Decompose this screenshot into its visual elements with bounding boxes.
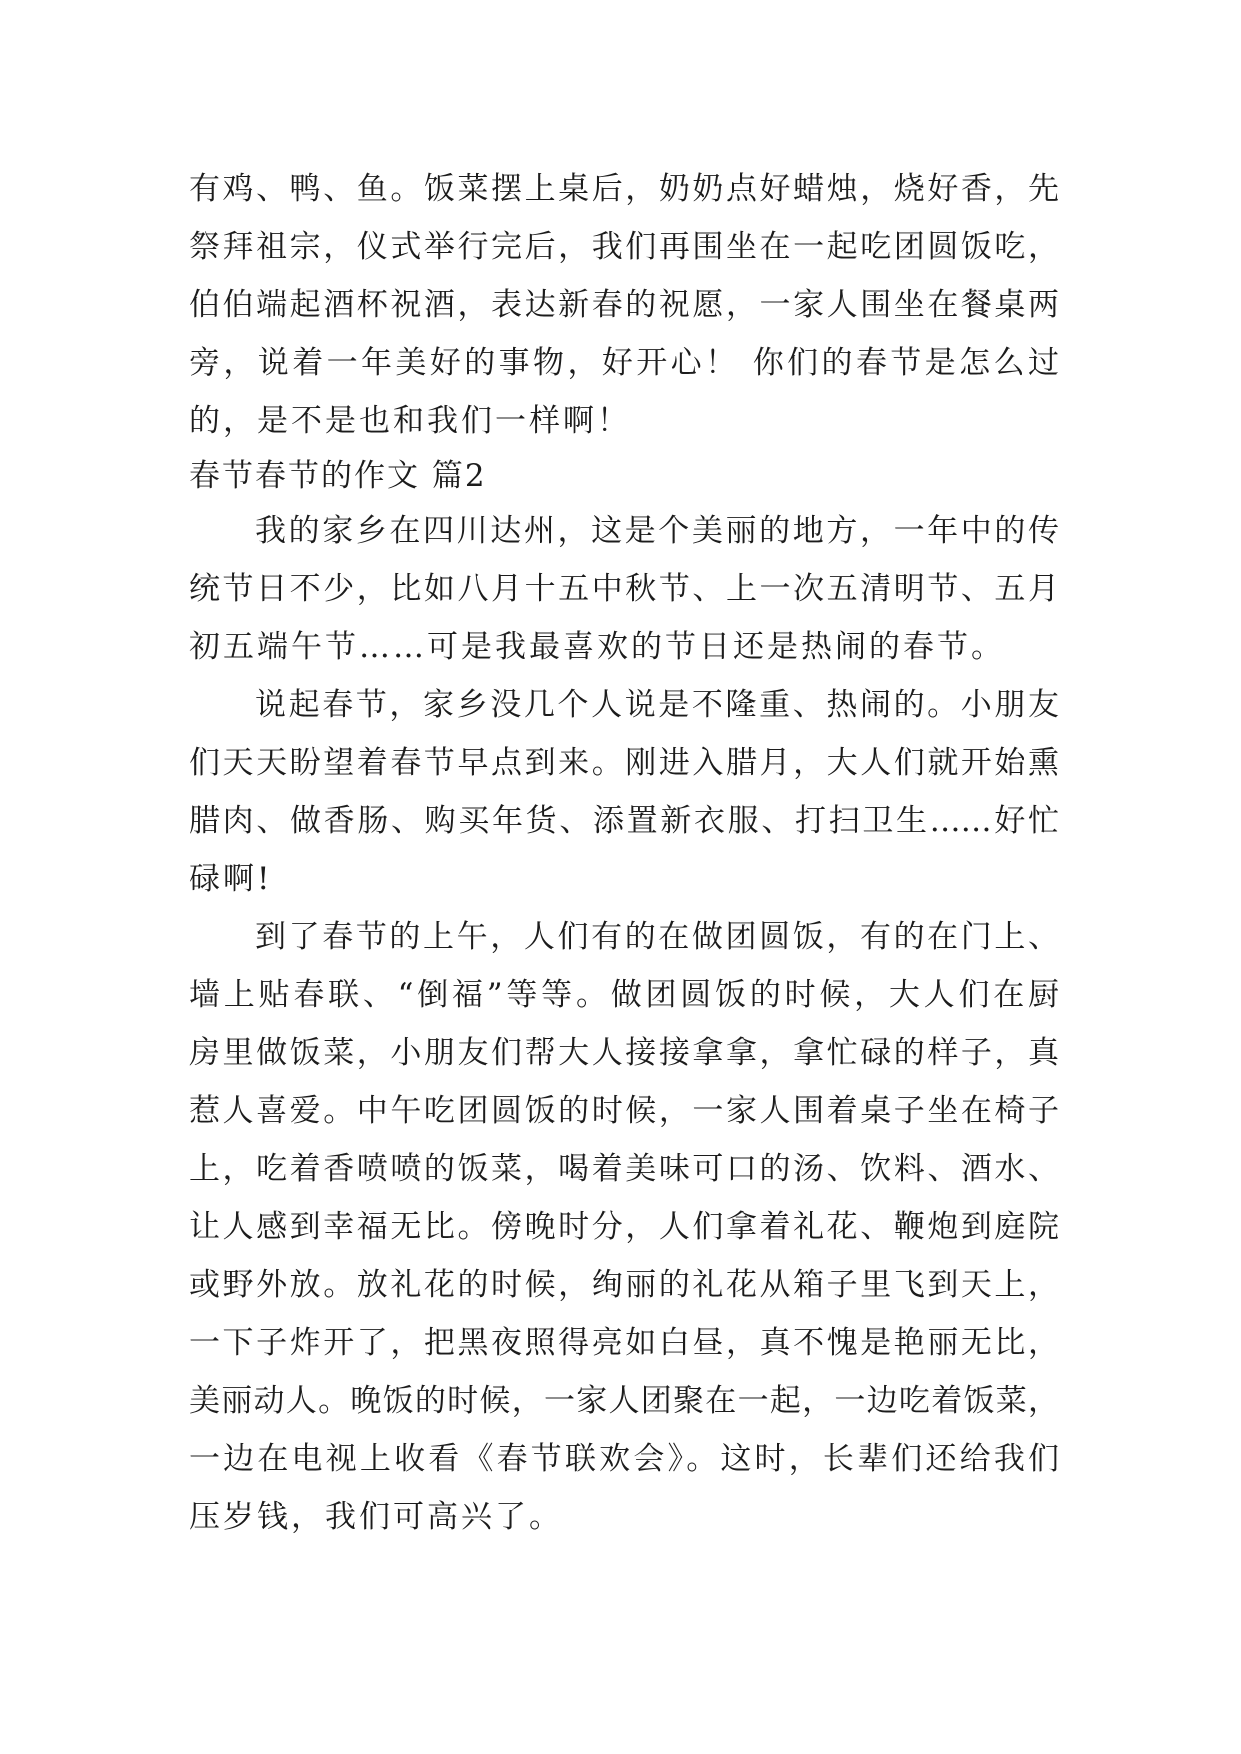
text-line: 祭拜祖宗，仪式举行完后，我们再围坐在一起吃团圆饭吃， <box>189 229 1059 265</box>
text-line: 让人感到幸福无比。傍晚时分，人们拿着礼花、鞭炮到庭院 <box>189 1209 1059 1245</box>
text-line: 一边在电视上收看《春节联欢会》。这时，长辈们还给我们 <box>189 1441 1059 1477</box>
text-line: 到了春节的上午，人们有的在做团圆饭，有的在门上、 <box>255 919 1059 955</box>
intro-paragraph <box>189 160 1059 450</box>
text-line: 房里做饭菜，小朋友们帮大人接接拿拿，拿忙碌的样子，真 <box>189 1035 1059 1071</box>
text-line: 一下子炸开了，把黑夜照得亮如白昼，真不愧是艳丽无比， <box>189 1325 1059 1361</box>
text-line: 压岁钱，我们可高兴了。 <box>189 1499 563 1535</box>
text-line: 上，吃着香喷喷的饭菜，喝着美味可口的汤、饮料、酒水、 <box>189 1151 1059 1187</box>
text-line: 伯伯端起酒杯祝酒，表达新春的祝愿，一家人围坐在餐桌两 <box>189 287 1059 323</box>
text-line: 初五端午节……可是我最喜欢的节日还是热闹的春节。 <box>189 629 1005 665</box>
text-line: 腊肉、做香肠、购买年货、添置新衣服、打扫卫生……好忙 <box>189 803 1059 839</box>
text-line: 说起春节，家乡没几个人说是不隆重、热闹的。小朋友 <box>255 687 1059 723</box>
text-line: 碌啊! <box>189 861 273 897</box>
text-line: 墙上贴春联、“倒福”等等。做团圆饭的时候，大人们在厨 <box>189 977 1059 1013</box>
text-line: 美丽动人。晚饭的时候，一家人团聚在一起，一边吃着饭菜， <box>189 1383 1059 1419</box>
paragraph-2 <box>189 676 1059 908</box>
document-body <box>189 160 1059 1546</box>
text-line: 的，是不是也和我们一样啊！ <box>189 403 631 439</box>
text-line: 我的家乡在四川达州，这是个美丽的地方，一年中的传 <box>255 513 1059 549</box>
text-line: 或野外放。放礼花的时候，绚丽的礼花从箱子里飞到天上， <box>189 1267 1059 1303</box>
text-line: 统节日不少，比如八月十五中秋节、上一次五清明节、五月 <box>189 571 1059 607</box>
text-line: 惹人喜爱。中午吃团圆饭的时候，一家人围着桌子坐在椅子 <box>189 1093 1059 1129</box>
section-title: 春节春节的作文 篇2 <box>189 458 487 494</box>
paragraph-1 <box>189 502 1059 676</box>
text-line: 有鸡、鸭、鱼。饭菜摆上桌后，奶奶点好蜡烛，烧好香，先 <box>189 171 1059 207</box>
text-line: 们天天盼望着春节早点到来。刚进入腊月，大人们就开始熏 <box>189 745 1059 781</box>
text-line: 旁，说着一年美好的事物，好开心！ 你们的春节是怎么过 <box>189 345 1059 381</box>
paragraph-3 <box>189 908 1059 1546</box>
